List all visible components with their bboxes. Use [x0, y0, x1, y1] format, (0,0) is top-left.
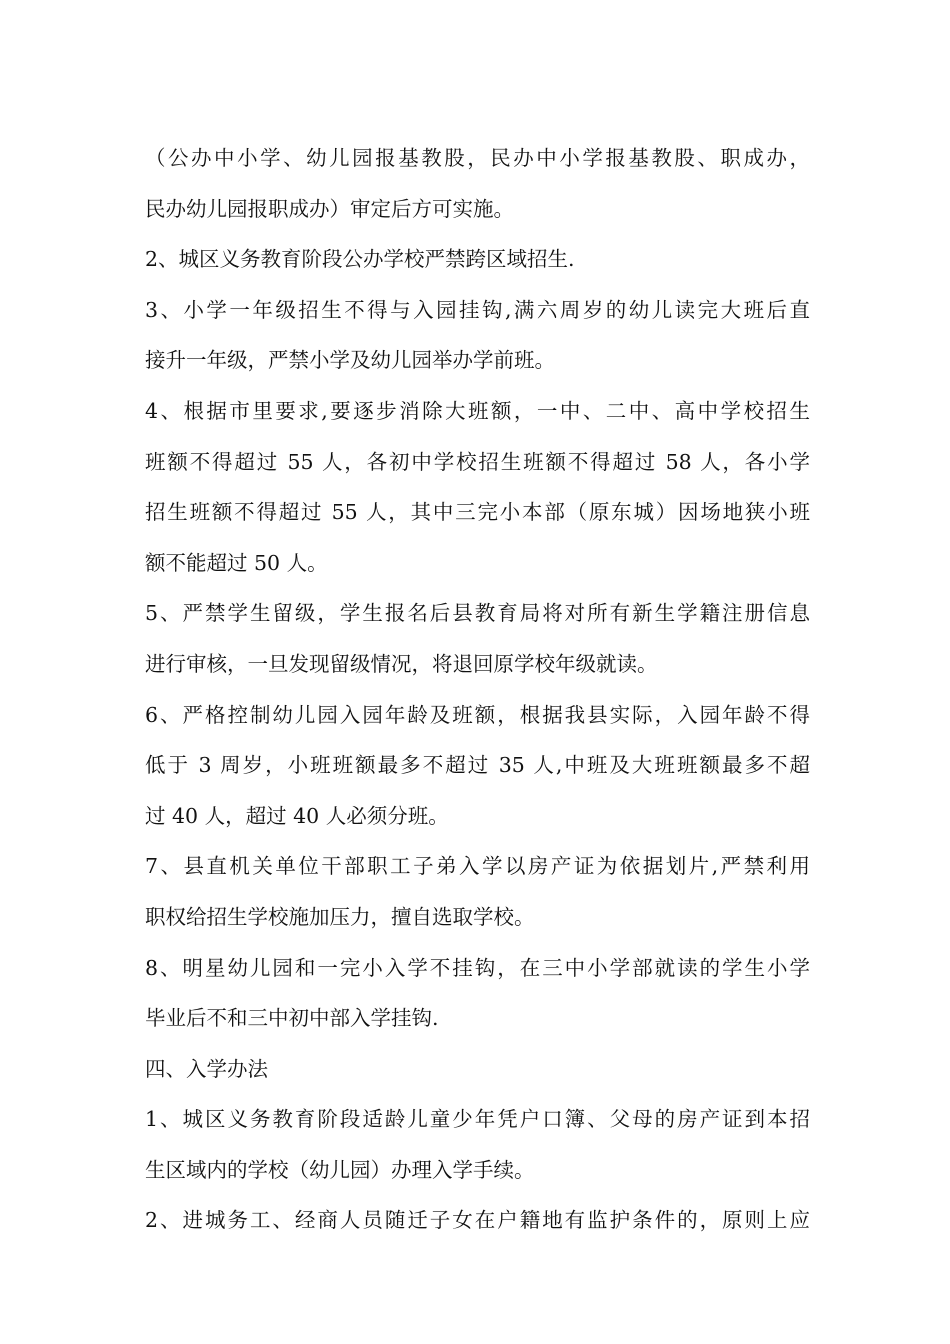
text-line-11: 进行审核，一旦发现留级情况，将退回原学校年级就读。	[145, 651, 658, 676]
text-line-8: 招生班额不得超过 55 人，其中三完小本部（原东城）因场地狭小班	[145, 500, 810, 525]
text-line-2: 民办幼儿园报职成办）审定后方可实施。	[145, 196, 514, 221]
text-line-20: 1、城区义务教育阶段适龄儿童少年凭户口簿、父母的房产证到本招	[145, 1107, 810, 1132]
text-line-5: 接升一年级，严禁小学及幼儿园举办学前班。	[145, 348, 555, 373]
text-line-10: 5、严禁学生留级，学生报名后县教育局将对所有新生学籍注册信息	[145, 601, 810, 626]
text-line-3: 2、城区义务教育阶段公办学校严禁跨区域招生.	[145, 247, 575, 272]
section-heading: 四、入学办法	[145, 1056, 268, 1081]
text-line-17: 8、明星幼儿园和一完小入学不挂钩，在三中小学部就读的学生小学	[145, 955, 810, 980]
text-line-18: 毕业后不和三中初中部入学挂钩.	[145, 1006, 439, 1031]
text-line-6: 4、根据市里要求,要逐步消除大班额，一中、二中、高中学校招生	[145, 398, 810, 423]
text-line-13: 低于 3 周岁，小班班额最多不超过 35 人,中班及大班班额最多不超	[145, 753, 810, 778]
text-line-7: 班额不得超过 55 人，各初中学校招生班额不得超过 58 人，各小学	[145, 449, 810, 474]
text-line-12: 6、严格控制幼儿园入园年龄及班额，根据我县实际，入园年龄不得	[145, 702, 810, 727]
text-line-21: 生区域内的学校（幼儿园）办理入学手续。	[145, 1157, 535, 1182]
text-line-16: 职权给招生学校施加压力，擅自选取学校。	[145, 904, 535, 929]
text-line-15: 7、县直机关单位干部职工子弟入学以房产证为依据划片,严禁利用	[145, 854, 810, 879]
text-line-9: 额不能超过 50 人。	[145, 550, 328, 575]
text-line-14: 过 40 人，超过 40 人必须分班。	[145, 803, 449, 828]
text-line-22: 2、进城务工、经商人员随迁子女在户籍地有监护条件的，原则上应	[145, 1208, 810, 1233]
text-line-1: （公办中小学、幼儿园报基教股，民办中小学报基教股、职成办，	[145, 146, 810, 170]
text-line-4: 3、小学一年级招生不得与入园挂钩,满六周岁的幼儿读完大班后直	[145, 297, 810, 322]
